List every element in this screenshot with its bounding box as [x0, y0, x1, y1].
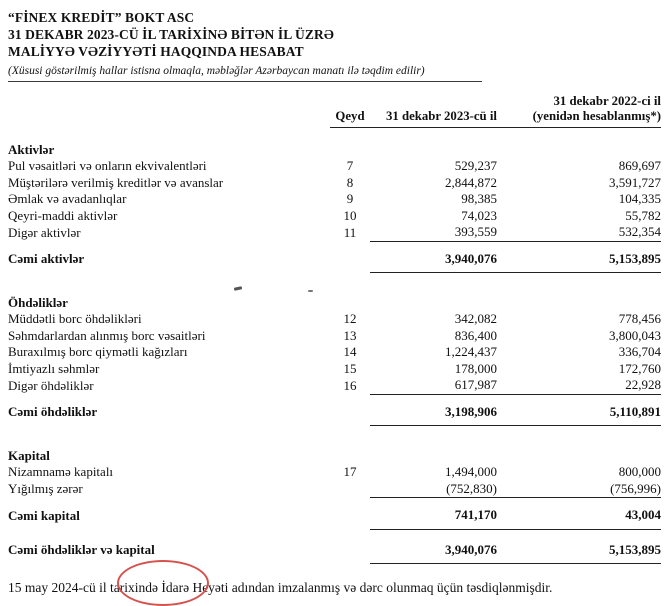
row-value-2022: 22,928	[497, 377, 661, 394]
column-header-row	[8, 94, 661, 128]
row-note-ref	[330, 481, 370, 498]
row-note-ref	[330, 394, 370, 426]
row-note-ref: 12	[343, 311, 357, 326]
row-value-2023: 2,844,872	[445, 174, 497, 190]
row-label: Nizamnamə kapitalı	[8, 464, 114, 479]
company-name: “FİNEX KREDİT” BOKT ASC	[8, 10, 195, 25]
row-value-2023: 1,494,000	[445, 464, 497, 479]
table-row	[8, 394, 661, 426]
row-value-2023: 529,237	[454, 158, 497, 173]
row-value-2022: 5,153,895	[497, 529, 661, 564]
row-value-2022: 336,704	[618, 344, 661, 359]
table-row	[8, 426, 661, 465]
row-note-ref: 13	[343, 327, 357, 343]
row-value-2023: 98,385	[461, 191, 497, 206]
row-note-ref: 7	[346, 158, 354, 173]
document-header	[8, 9, 661, 82]
table-row	[8, 191, 661, 208]
row-value-2023: 393,559	[370, 224, 497, 241]
table-header	[8, 94, 661, 128]
row-value-2023: 178,000	[454, 360, 497, 376]
row-value-2023: 3,198,906	[370, 394, 497, 426]
table-row	[8, 273, 661, 312]
row-value-2023	[370, 273, 497, 312]
table-row	[8, 344, 661, 361]
row-value-2022: 3,800,043	[609, 327, 661, 343]
table-row	[8, 208, 661, 225]
row-note-ref: 8	[346, 174, 354, 190]
row-value-2023	[370, 426, 497, 465]
currency-note: (Xüsusi göstərilmiş hallar istisna olmaqla, məbləğlər Azərbaycan manatı ilə təqdim edilir)	[8, 64, 482, 82]
row-note-ref: 17	[343, 464, 357, 479]
table-row	[8, 377, 661, 394]
row-value-2023: 617,987	[370, 377, 497, 394]
table-row	[8, 498, 661, 530]
row-note-ref	[330, 498, 370, 530]
row-value-2022	[497, 273, 661, 312]
row-value-2022: 104,335	[618, 191, 661, 206]
row-label: İmtiyazlı səhmlər	[8, 360, 100, 376]
row-note-ref	[330, 241, 370, 273]
table-row	[8, 464, 661, 481]
row-value-2022: 172,760	[618, 360, 661, 376]
total-label: Cəmi kapital	[8, 507, 80, 523]
row-label: Müştərilərə verilmiş kreditlər və avanslar	[8, 174, 224, 190]
statement-body	[8, 128, 661, 564]
grand-total-label: Cəmi öhdəliklər və kapital	[8, 542, 155, 557]
row-value-2022: 3,591,727	[609, 174, 661, 190]
row-value-2023: 836,400	[454, 327, 497, 343]
row-value-2023: 3,940,076	[370, 241, 497, 273]
row-label: Digər öhdəliklər	[8, 377, 94, 393]
statement-table	[8, 94, 661, 564]
stamp-arc	[117, 560, 209, 606]
col-header-2022-line2: (yenidən hesablanmış*)	[532, 109, 661, 123]
table-row	[8, 128, 661, 159]
table-row	[8, 361, 661, 378]
report-period: 31 DEKABR 2023-CÜ İL TARİXİNƏ BİTƏN İL ÜZRƏ	[8, 27, 334, 42]
scan-artifact	[308, 290, 313, 292]
table-row	[8, 224, 661, 241]
row-value-2022: 800,000	[618, 464, 661, 479]
row-value-2023: 342,082	[454, 311, 497, 326]
row-value-2022: 55,782	[625, 207, 661, 223]
row-note-ref: 14	[343, 344, 357, 359]
row-value-2023: 1,224,437	[445, 344, 497, 359]
row-label: Buraxılmış borc qiymətli kağızları	[8, 344, 188, 359]
total-label: Cəmi öhdəliklər	[8, 404, 98, 419]
section-title: Öhdəliklər	[8, 294, 68, 310]
row-value-2023: (752,830)	[370, 481, 497, 498]
table-row	[8, 311, 661, 328]
row-value-2023: 3,940,076	[370, 529, 497, 564]
row-label: Müddətli borc öhdəlikləri	[8, 311, 142, 326]
col-header-empty	[8, 94, 330, 128]
row-note-ref	[330, 273, 370, 312]
row-value-2022: 5,110,891	[497, 394, 661, 426]
table-row	[8, 158, 661, 175]
col-header-2023: 31 dekabr 2023-cü il	[370, 94, 497, 128]
col-header-2022	[497, 94, 661, 128]
col-header-qeyd: Qeyd	[330, 94, 370, 128]
col-header-2022-line1: 31 dekabr 2022-ci il	[553, 94, 661, 108]
row-note-ref: 15	[343, 360, 357, 376]
section-title: Aktivlər	[8, 141, 55, 157]
report-title: MALİYYƏ VƏZİYYƏTİ HAQQINDA HESABAT	[8, 44, 304, 59]
row-note-ref	[330, 529, 370, 564]
row-value-2023: 741,170	[370, 498, 497, 530]
row-label: Səhmdarlardan alınmış borc vəsaitləri	[8, 327, 206, 343]
row-note-ref: 10	[343, 207, 357, 223]
table-row	[8, 481, 661, 498]
row-value-2022	[497, 426, 661, 465]
row-value-2022: 5,153,895	[497, 241, 661, 273]
row-value-2022	[497, 128, 661, 159]
row-value-2022: (756,996)	[497, 481, 661, 498]
row-label: Yığılmış zərər	[8, 481, 83, 496]
row-note-ref	[330, 426, 370, 465]
total-label: Cəmi aktivlər	[8, 251, 85, 266]
table-row	[8, 241, 661, 273]
row-value-2023	[370, 128, 497, 159]
row-value-2022: 532,354	[497, 224, 661, 241]
row-label: Pul vəsaitləri və onların ekvivalentləri	[8, 158, 207, 173]
row-label: Əmlak və avadanlıqlar	[8, 191, 127, 206]
section-title: Kapital	[8, 447, 50, 463]
row-label: Qeyri-maddi aktivlər	[8, 207, 118, 223]
row-value-2022: 778,456	[618, 311, 661, 326]
row-note-ref: 9	[346, 191, 354, 206]
table-row	[8, 175, 661, 192]
row-note-ref	[330, 128, 370, 159]
row-label: Digər aktivlər	[8, 224, 81, 240]
row-value-2022: 43,004	[497, 498, 661, 530]
row-note-ref: 11	[343, 224, 357, 240]
table-row	[8, 328, 661, 345]
table-row	[8, 529, 661, 564]
row-value-2022: 869,697	[618, 158, 661, 173]
row-value-2023: 74,023	[461, 207, 497, 223]
approval-note: 15 may 2024-cü il tarixində İdarə Heyəti adından imzalanmış və dərc olunmaq üçün təsdiqlənmişdir.	[8, 580, 553, 595]
row-note-ref: 16	[343, 377, 357, 393]
